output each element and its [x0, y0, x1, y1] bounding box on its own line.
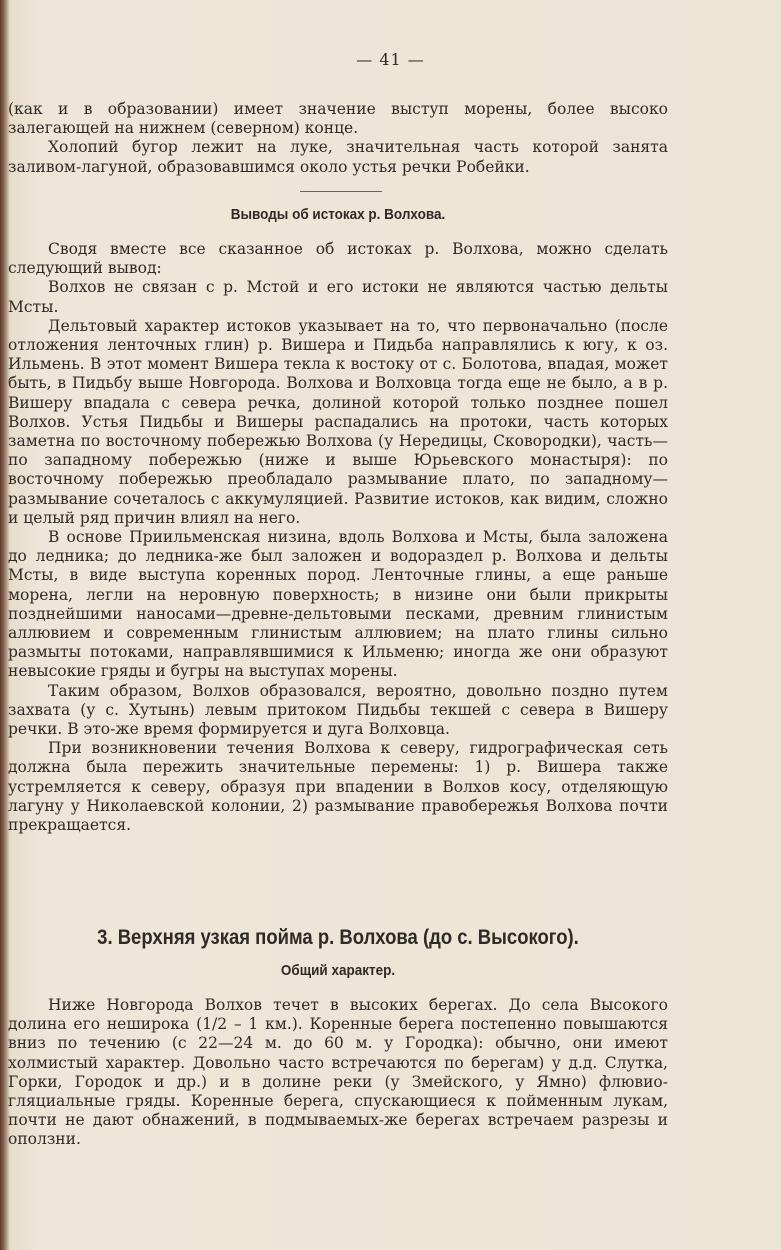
paragraph: (как и в образовании) имеет значение выступ морены, более высоко залегающей на нижнем (северном) конце. — [8, 100, 668, 138]
paragraph: Дельтовый характер истоков указывает на то, что первоначально (после отложения ленточных глин) р. Вишера и Пидьба направлялись к югу, к оз. Ильмень. В этот момент Вишера текла к востоку от с. Болотова, впадая, может быть, в Пидьбу выше Новгорода. Волхова и Волховца тогда еще не было, а в р. Вишеру впадала с севера речка, долиной которой только позднее пошел Волхов. Устья Пидьбы и Вишеры распадались на протоки, часть которых заметна по восточному побережью Волхова (у Нередицы, Сковородки), часть—по западному побережью (ниже и выше Юрьевского монастыря): по восточному побережью преобладало размывание плато, по западному—размывание сочеталось с аккумуляцией. Развитие истоков, как видим, сложно и целый ряд причин влиял на него. — [8, 316, 668, 527]
paragraph: Холопий бугор лежит на луке, значительная часть которой занята заливом-лагуной, образовавшимся около устья речки Робейки. — [8, 138, 668, 176]
text-block-general — [8, 996, 668, 1150]
paragraph: Сводя вместе все сказанное об истоках р. Волхова, можно сделать следующий вывод: — [8, 240, 668, 278]
paragraph: При возникновении течения Волхова к северу, гидрографическая сеть должна была пережить значительные перемены: 1) р. Вишера также устремляется к северу, образуя при впадении в Волхов косу, отделяющую лагуну у Николаевской колонии, 2) размывание правобережья Волхова почти прекращается. — [8, 739, 668, 835]
chapter-heading: 3. Верхняя узкая пойма р. Волхова (до с. Высокого). — [97, 926, 579, 949]
text-block-conclusions — [8, 240, 668, 835]
section-divider — [300, 191, 382, 192]
text-block-top — [8, 100, 668, 177]
paragraph: Волхов не связан с р. Мстой и его истоки не являются частью дельты Мсты. — [8, 278, 668, 316]
paragraph: В основе Приильменская низина, вдоль Волхова и Мсты, была заложена до ледника; до ледника-же был заложен и водораздел р. Волхова и дельты Мсты, в виде выступа коренных пород. Ленточные глины, а еще раньше морена, легли на неровную поверхность; в низине они были прикрыты позднейшими наносами—древне-дельтовыми песками, древним глинистым аллювием и современным глинистым аллювием; на плато глины сильно размыты потоками, направлявшимися к Ильменю; иногда же они образуют невысокие гряды и бугры на выступах морены. — [8, 528, 668, 681]
section-heading-conclusions: Выводы об истоках р. Волхова. — [230, 206, 446, 223]
paragraph: Таким образом, Волхов образовался, вероятно, довольно поздно путем захвата (у с. Хутынь) левым притоком Пидьбы текшей с севера в Вишеру речки. В это-же время формируется и дуга Волховца. — [8, 681, 668, 739]
page-number: — 41 — — [356, 50, 425, 69]
subsection-heading: Общий характер. — [280, 962, 396, 979]
paragraph: Ниже Новгорода Волхов течет в высоких берегах. До села Высокого долина его неширока (1/2 – 1 км.). Коренные берега постепенно повышаются вниз по течению (с 22—24 м. до 60 м. у Городка): обычно, они имеют холмистый характер. Довольно часто встречаются по берегам) у д.д. Слутка, Горки, Городок и др.) и в долине реки (у Змейского, у Ямно) флювио-гляциальные гряды. Коренные берега, спускающиеся к пойменным лукам, почти не дают обнажений, в подмываемых-же берегах встречаем разрезы и оползни. — [8, 996, 668, 1149]
